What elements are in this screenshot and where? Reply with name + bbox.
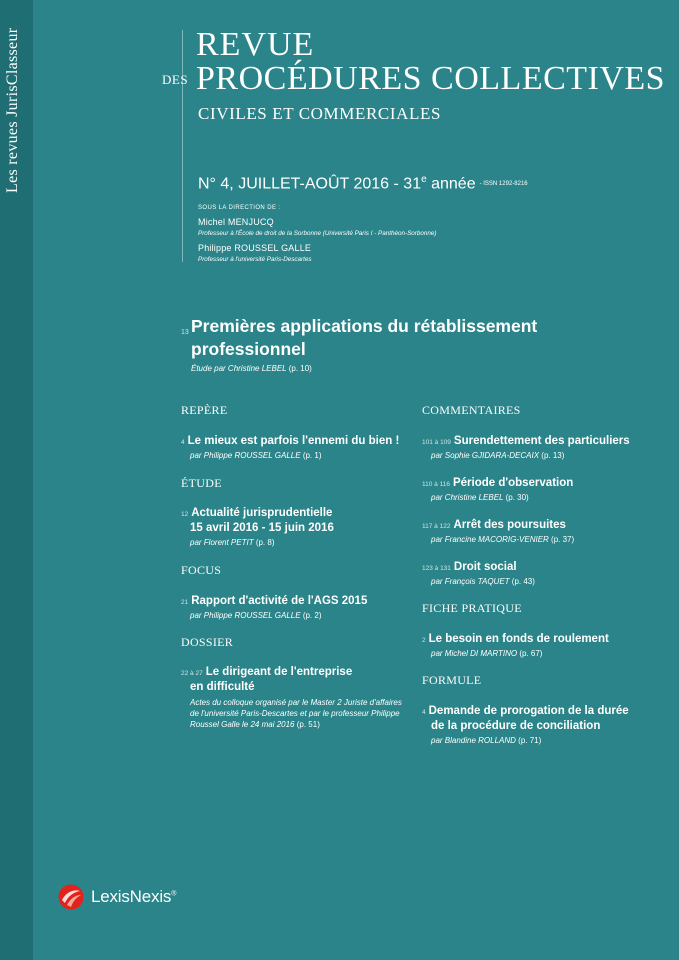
entry-author — [431, 576, 662, 588]
entry-author — [431, 648, 662, 660]
issue-line — [198, 174, 528, 193]
section-heading-fiche-pratique: FICHE PRATIQUE — [422, 601, 522, 615]
entry-title: Droit social — [453, 561, 517, 573]
entry-number: 22 à 27 — [181, 670, 203, 677]
author-name: par Philippe ROUSSEL GALLE — [190, 451, 301, 460]
entry-author — [431, 534, 662, 546]
author-name: par Sophie GJIDARA-DECAIX — [431, 451, 540, 460]
entry-title: Arrêt des poursuites — [453, 519, 566, 531]
entry-number: 117 à 122 — [422, 523, 451, 530]
page-ref: (p. 37) — [551, 535, 575, 544]
issue-sup: e — [421, 174, 427, 185]
page-ref: (p. 43) — [511, 577, 535, 586]
author-name: par Christine LEBEL — [431, 493, 504, 502]
lexisnexis-logo — [58, 884, 176, 910]
toc-entry — [181, 503, 421, 549]
entry-number: 123 à 131 — [422, 565, 451, 572]
toc-entry — [422, 629, 662, 660]
logo-name: LexisNexis — [91, 887, 172, 906]
author-name: par François TAQUET — [431, 577, 510, 586]
page-ref: (p. 30) — [505, 493, 529, 502]
entry-title: Rapport d'activité de l'AGS 2015 — [191, 595, 368, 607]
section-heading-focus: FOCUS — [181, 563, 222, 577]
issue-suffix: année — [426, 175, 476, 193]
entry-title-line2: en difficulté — [190, 681, 255, 693]
logo-wordmark — [91, 887, 176, 907]
entry-number: 4 — [181, 439, 185, 446]
masthead-subtitle: CIVILES ET COMMERCIALES — [198, 104, 441, 123]
author-name: par Philippe ROUSSEL GALLE — [190, 611, 301, 620]
entry-number: 101 à 109 — [422, 439, 451, 446]
toc-entry — [422, 431, 662, 462]
entry-author — [190, 537, 421, 549]
masthead-revue: REVUE — [196, 26, 315, 63]
toc-entry — [422, 701, 662, 747]
page-ref: (p. 2) — [302, 611, 322, 620]
toc-entry — [181, 662, 421, 730]
entry-author — [431, 492, 662, 504]
entry-title-line2: 15 avril 2016 - 15 juin 2016 — [190, 522, 334, 534]
author-name: par Blandine ROLLAND — [431, 736, 516, 745]
section-heading-commentaires: COMMENTAIRES — [422, 403, 521, 417]
toc-entry — [422, 515, 662, 546]
page-ref: (p. 67) — [519, 649, 543, 658]
toc-entry — [181, 591, 421, 622]
section-heading-repere: REPÈRE — [181, 403, 228, 417]
entry-author — [431, 450, 662, 462]
lexisnexis-globe-icon — [58, 884, 84, 910]
feature-title-line1: Premières applications du rétablissement — [191, 316, 538, 336]
feature-number: 13 — [181, 329, 189, 336]
entry-title: Le besoin en fonds de roulement — [428, 633, 609, 645]
entry-description — [190, 697, 412, 730]
page-ref: (p. 8) — [255, 538, 275, 547]
entry-number: 12 — [181, 511, 189, 518]
entry-number: 2 — [422, 637, 426, 644]
masthead-title: PROCÉDURES COLLECTIVES — [196, 60, 666, 97]
issn: - ISSN 1292-8216 — [479, 181, 528, 188]
toc-entry — [422, 473, 662, 504]
entry-title-line2: de la procédure de conciliation — [431, 720, 601, 732]
entry-title: Période d'observation — [452, 477, 574, 489]
director-role: Professeur à l'université Paris-Descartes — [198, 256, 312, 263]
entry-author — [431, 735, 662, 747]
entry-author — [190, 450, 421, 462]
entry-title: Actualité jurisprudentielle — [191, 507, 333, 519]
section-heading-formule: FORMULE — [422, 673, 482, 687]
feature-title — [191, 315, 591, 361]
entry-title: Le mieux est parfois l'ennemi du bien ! — [187, 435, 400, 447]
author-name: par Francine MACORIG-VENIER — [431, 535, 549, 544]
masthead-prefix: DES — [162, 72, 189, 87]
entry-title: Demande de prorogation de la durée — [428, 705, 629, 717]
section-heading-etude: ÉTUDE — [181, 476, 222, 490]
description-text: Actes du colloque organisé par le Master 2 Juriste d'affaires de l'université Paris-Descartes et par le professeur Philippe Roussel Galle le 24 mai 2016 — [190, 698, 402, 729]
author-name: par Florent PETIT — [190, 538, 254, 547]
director-name: Michel MENJUCQ — [198, 217, 274, 227]
director-name: Philippe ROUSSEL GALLE — [198, 243, 312, 253]
spine-title: Les revues JurisClasseur — [4, 28, 21, 194]
entry-title: Surendettement des particuliers — [453, 435, 630, 447]
entry-number: 21 — [181, 599, 189, 606]
author-name: par Michel DI MARTINO — [431, 649, 518, 658]
issue-main: N° 4, JUILLET-AOÛT 2016 - 31 — [198, 175, 422, 193]
feature-title-line2: professionnel — [191, 339, 306, 359]
feature-byline — [191, 364, 312, 373]
toc-entry — [181, 431, 421, 462]
spine — [0, 0, 33, 960]
page-ref: (p. 1) — [302, 451, 322, 460]
entry-number: 110 à 116 — [422, 481, 450, 488]
registered-mark: ® — [171, 890, 177, 898]
entry-author — [190, 610, 421, 622]
masthead-divider — [182, 30, 183, 262]
entry-number: 4 — [422, 709, 426, 716]
section-heading-dossier: DOSSIER — [181, 635, 234, 649]
director-role: Professeur à l'École de droit de la Sorbonne (Université Paris I - Panthéon-Sorbonne) — [198, 230, 437, 237]
page-ref: (p. 71) — [518, 736, 542, 745]
toc-entry — [422, 557, 662, 588]
entry-title: Le dirigeant de l'entreprise — [205, 666, 353, 678]
feature-author: Étude par Christine LEBEL — [191, 364, 287, 373]
direction-heading: SOUS LA DIRECTION DE : — [198, 205, 281, 211]
feature-page: (p. 10) — [288, 364, 312, 373]
page-ref: (p. 51) — [296, 720, 320, 729]
page-ref: (p. 13) — [541, 451, 565, 460]
